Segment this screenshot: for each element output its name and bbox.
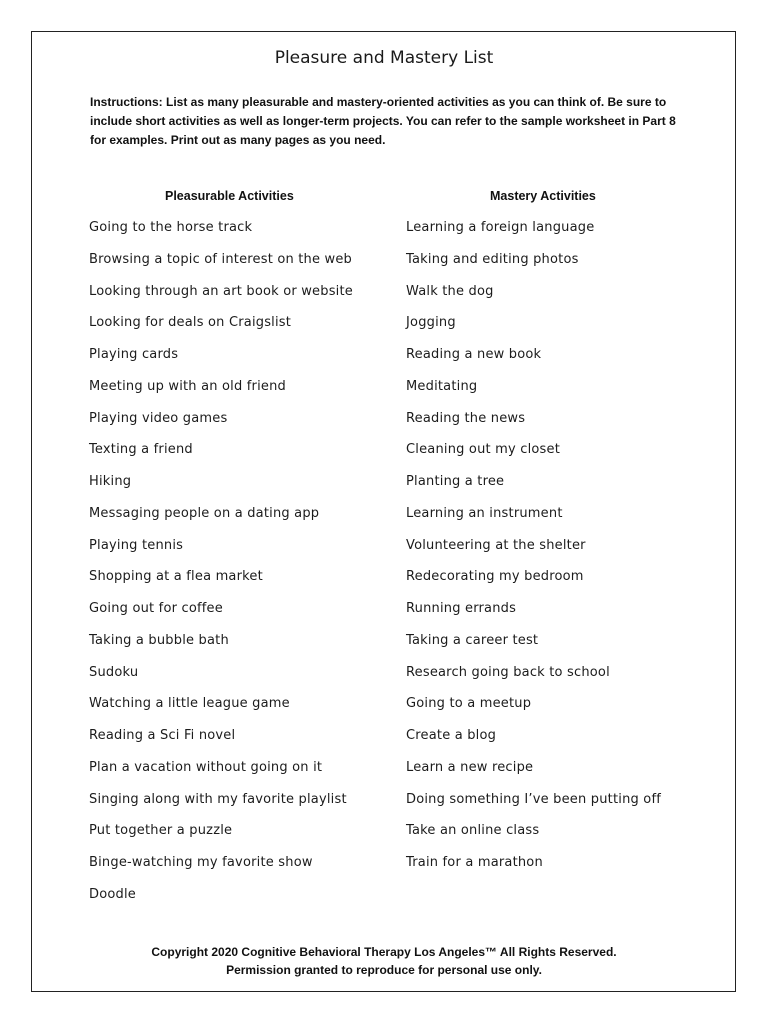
pleasurable-activity-item: Playing video games <box>89 410 228 426</box>
mastery-activity-item: Doing something I’ve been putting off <box>406 791 661 807</box>
mastery-activity-item: Running errands <box>406 601 517 616</box>
mastery-activity-item: Cleaning out my closet <box>406 442 561 458</box>
pleasurable-activity-item: Put together a puzzle <box>89 823 233 839</box>
pleasurable-activity-item: Playing tennis <box>89 537 184 553</box>
pleasurable-activity-item: Meeting up with an old friend <box>89 378 286 394</box>
pleasurable-activities-list <box>89 218 353 917</box>
pleasurable-activities-header: Pleasurable Activities <box>165 189 294 203</box>
pleasurable-activity-item: Binge-watching my favorite show <box>89 855 313 870</box>
permission-line: Permission granted to reproduce for personal use only. <box>226 963 542 977</box>
mastery-activity-item: Learning an instrument <box>406 505 563 521</box>
pleasurable-activity-item: Reading a Sci Fi novel <box>89 728 236 743</box>
mastery-activity-item: Walk the dog <box>406 283 494 299</box>
mastery-activity-item: Train for a marathon <box>406 855 543 870</box>
pleasurable-activity-item: Sudoku <box>89 664 139 680</box>
pleasurable-activity-item: Doodle <box>89 886 136 902</box>
mastery-activity-item: Learning a foreign language <box>406 220 595 235</box>
mastery-activity-item: Reading a new book <box>406 347 542 362</box>
pleasurable-activity-item: Playing cards <box>89 347 179 362</box>
mastery-activity-item: Learn a new recipe <box>406 759 534 775</box>
pleasurable-activity-item: Going out for coffee <box>89 601 223 616</box>
mastery-activity-item: Taking a career test <box>406 632 539 648</box>
pleasurable-activity-item: Going to the horse track <box>89 220 253 235</box>
mastery-activity-item: Meditating <box>406 378 478 394</box>
mastery-activity-item: Taking and editing photos <box>406 251 579 267</box>
pleasurable-activity-item: Texting a friend <box>89 442 193 458</box>
pleasurable-activity-item: Looking for deals on Craigslist <box>89 315 292 331</box>
mastery-activities-list <box>406 218 661 885</box>
mastery-activity-item: Create a blog <box>406 728 497 743</box>
page-title: Pleasure and Mastery List <box>274 48 494 68</box>
pleasurable-activity-item: Hiking <box>89 474 132 489</box>
mastery-activity-item: Take an online class <box>406 823 540 839</box>
mastery-activity-item: Jogging <box>406 315 456 331</box>
copyright-line: Copyright 2020 Cognitive Behavioral Therapy Los Angeles™ All Rights Reserved. <box>151 945 617 959</box>
mastery-activities-header: Mastery Activities <box>490 189 596 203</box>
mastery-activity-item: Volunteering at the shelter <box>406 537 586 553</box>
mastery-activity-item: Going to a meetup <box>406 696 532 712</box>
pleasurable-activity-item: Singing along with my favorite playlist <box>89 791 347 807</box>
pleasurable-activity-item: Taking a bubble bath <box>89 632 229 648</box>
instructions-text: Instructions: List as many pleasurable and mastery-oriented activities as you can think of. Be sure to include short activities as well as longer-term projects. You can refer to the sample worksheet in Part 8 for examples. Print out as many pages as you need. <box>90 95 676 147</box>
pleasurable-activity-item: Shopping at a flea market <box>89 569 263 585</box>
pleasurable-activity-item: Plan a vacation without going on it <box>89 759 323 775</box>
copyright-footer <box>0 943 768 979</box>
mastery-activity-item: Planting a tree <box>406 474 505 489</box>
pleasurable-activity-item: Browsing a topic of interest on the web <box>89 251 353 267</box>
pleasurable-activity-item: Watching a little league game <box>89 696 290 712</box>
pleasurable-activity-item: Messaging people on a dating app <box>89 505 320 521</box>
pleasurable-activity-item: Looking through an art book or website <box>89 283 353 299</box>
mastery-activity-item: Reading the news <box>406 410 526 426</box>
mastery-activity-item: Redecorating my bedroom <box>406 569 584 585</box>
mastery-activity-item: Research going back to school <box>406 664 610 680</box>
